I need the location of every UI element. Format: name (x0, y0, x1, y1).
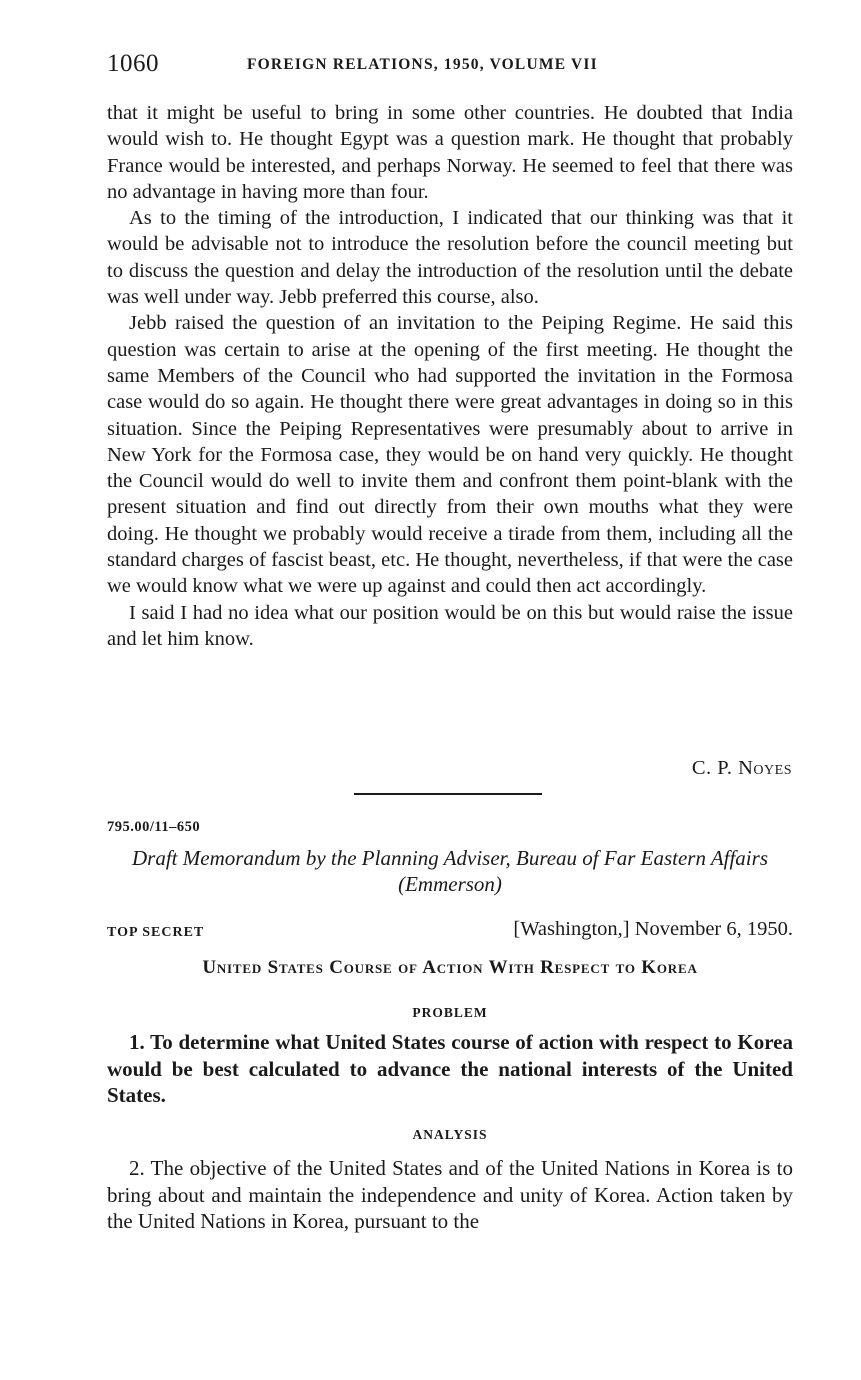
document-title: Draft Memorandum by the Planning Adviser, Bureau of Far Eastern Affairs (Emmerson) (132, 846, 768, 896)
problem-section (107, 1029, 793, 1109)
running-head: FOREIGN RELATIONS, 1950, VOLUME VII (247, 56, 598, 73)
problem-text: 1. To determine what United States course of action with respect to Korea would be best calculated to advance the national interests of the United States. (107, 1030, 793, 1107)
problem-heading: PROBLEM (412, 1005, 488, 1020)
analysis-section (107, 1155, 793, 1235)
classification-label: TOP SECRET (107, 925, 205, 940)
page-number: 1060 (107, 50, 159, 77)
body-paragraph-4: I said I had no idea what our position would be on this but would raise the issue and let him know. (107, 601, 793, 650)
section-divider (354, 793, 542, 795)
analysis-heading: ANALYSIS (412, 1127, 488, 1142)
body-paragraph-3: Jebb raised the question of an invitation to the Peiping Regime. He said this question was certain to arise at the opening of the first meeting. He thought the same Members of the Council who had supported the invitation in the Formosa case would do so again. He thought there were great advantages in doing so in this situation. Since the Peiping Representatives were presumably about to arrive in New York for the Formosa case, they would be on hand very quickly. He thought the Council would do well to invite them and confront them point-blank with the present situation and find out directly from their own mouths what they were doing. He thought we probably would receive a tirade from them, including all the standard charges of fascist beast, etc. He thought, nevertheless, if that were the case we would know what we were up against and could then act accordingly. (107, 312, 793, 598)
file-number: 795.00/11–650 (107, 819, 201, 835)
place-date: [Washington,] November 6, 1950. (513, 918, 793, 940)
signature: C. P. Noyes (691, 757, 792, 779)
body-paragraph-2: As to the timing of the introduction, I indicated that our thinking was that it would be advisable not to introduce the resolution before the council meeting but to discuss the question and delay the introduction of the resolution until the debate was well under way. Jebb preferred this course, also. (107, 207, 793, 309)
memo-body (107, 100, 793, 652)
analysis-text: 2. The objective of the United States and of the United Nations in Korea is to bring about and maintain the independence and unity of Korea. Action taken by the United Nations in Korea, pursuant to the (107, 1156, 793, 1233)
page-header (107, 50, 797, 82)
memo-main-title: United States Course of Action With Respect to Korea (202, 957, 698, 978)
body-paragraph-1: that it might be useful to bring in some other countries. He doubted that India would wish to. He thought Egypt was a question mark. He thought that probably France would be interested, and perhaps Norway. He seemed to feel that there was no advantage in having more than four. (107, 102, 793, 203)
